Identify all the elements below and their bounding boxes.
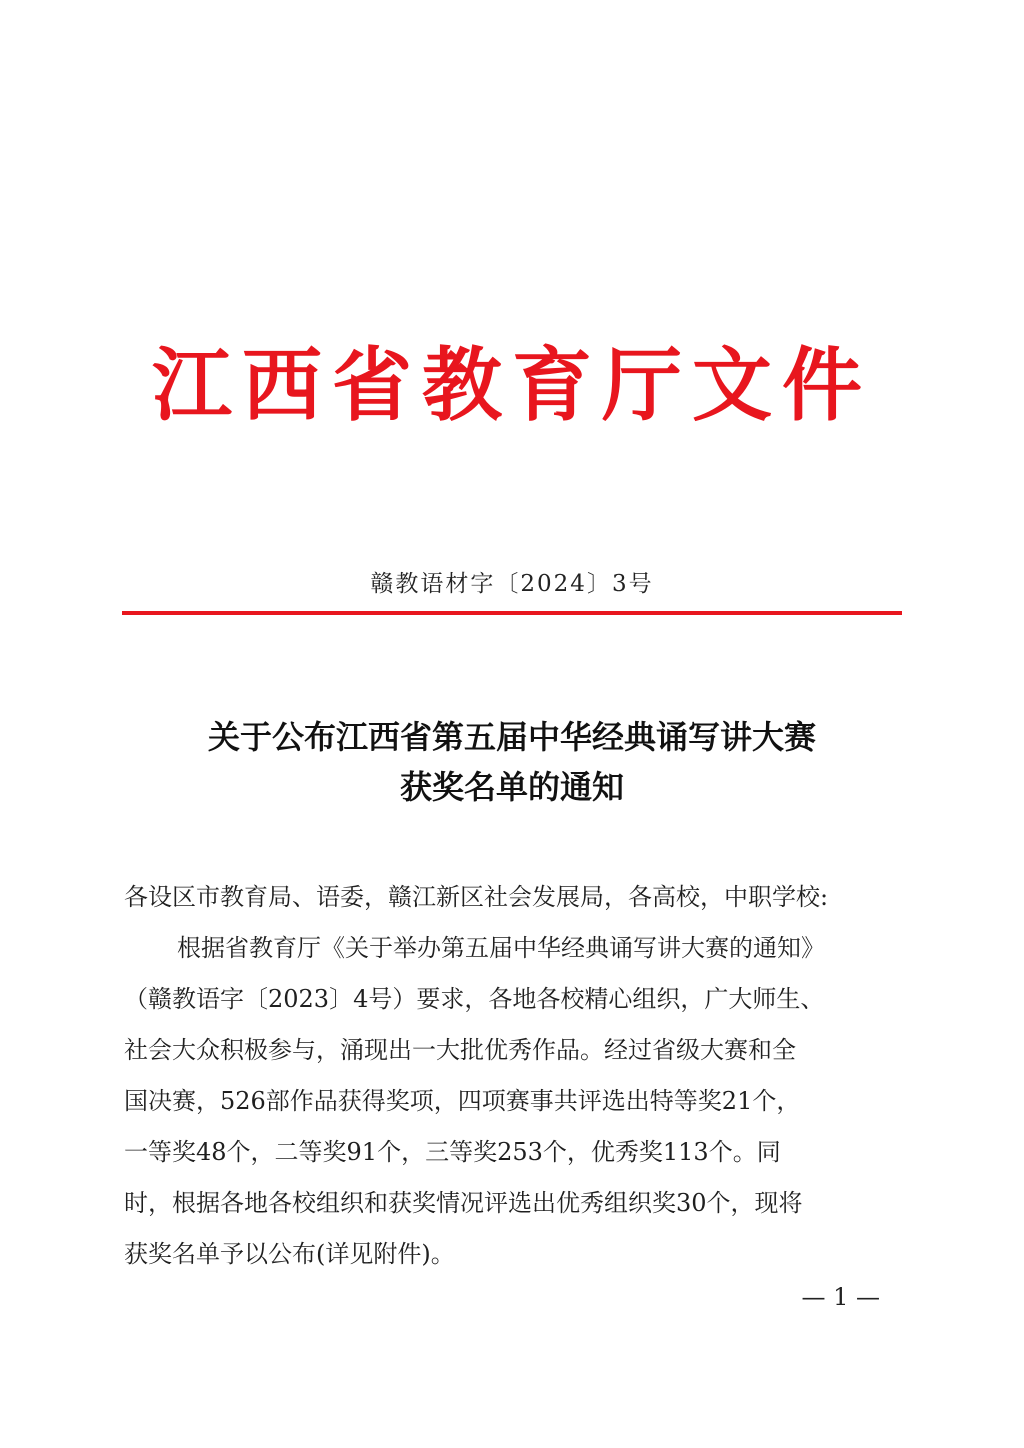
body-line: 时，根据各地各校组织和获奖情况评选出优秀组织奖30个，现将 (124, 1189, 803, 1217)
body-line: （赣教语字〔2023〕4号）要求，各地各校精心组织，广大师生、 (124, 985, 825, 1013)
body-line: 一等奖48个，二等奖91个，三等奖253个，优秀奖113个。同 (124, 1138, 781, 1166)
notice-body (124, 872, 914, 1280)
notice-title-line-1: 关于公布江西省第五届中华经典诵写讲大赛 (207, 718, 816, 756)
issuer-title: 江西省教育厅文件 (152, 338, 872, 432)
salutation-line: 各设区市教育局、语委，赣江新区社会发展局，各高校，中职学校: (124, 883, 829, 911)
body-line: 社会大众积极参与，涌现出一大批优秀作品。经过省级大赛和全 (124, 1036, 796, 1064)
body-line: 获奖名单予以公布(详见附件)。 (124, 1240, 455, 1268)
document-number: 赣教语材字〔2024〕3号 (370, 571, 654, 597)
notice-title-line-2: 获奖名单的通知 (399, 768, 624, 806)
body-line: 国决赛，526部作品获得奖项，四项赛事共评选出特等奖21个， (124, 1087, 801, 1115)
notice-title (0, 712, 1024, 812)
body-line: 根据省教育厅《关于举办第五届中华经典诵写讲大赛的通知》 (177, 934, 825, 962)
page-number: — 1 — (801, 1283, 880, 1311)
red-divider-line (122, 611, 902, 615)
